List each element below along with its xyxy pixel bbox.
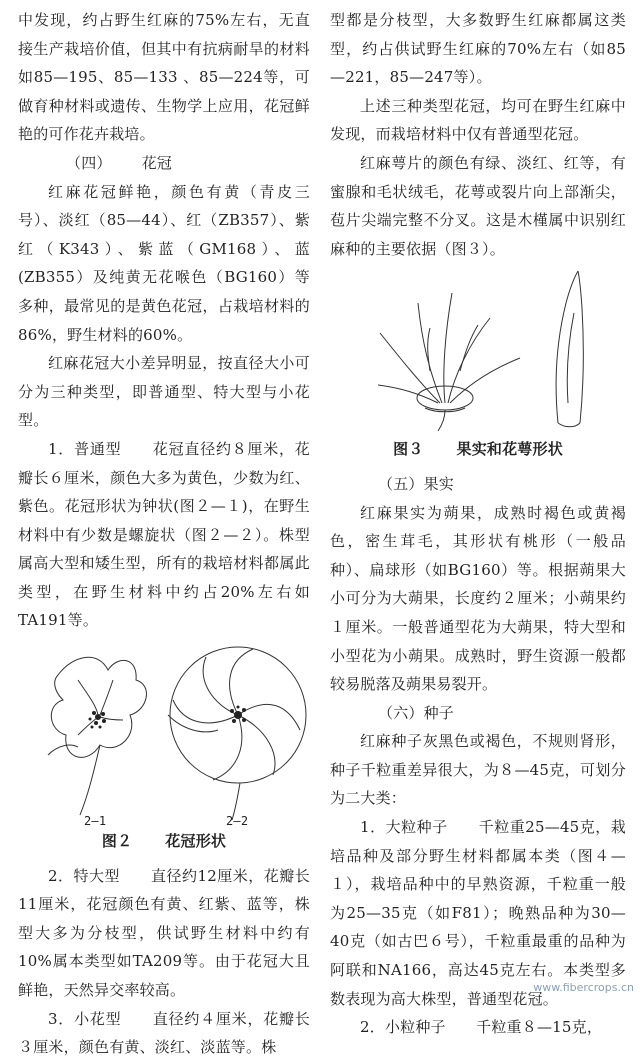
section-title: 果实 [423,474,455,493]
paragraph: 红麻果实为蒴果，成熟时褐色或黄褐色，密生茸毛，其形状有桃形（一般品种）、扁球形（如BG160）等。根据蒴果大小可分为大蒴果，长度约２厘米；小蒴果约１厘米。一般普通型花为大蒴果，特大型和小型花为小蒴果。成熟时，野生资源一般都较易脱落及蒴果易裂开。 [330,503,626,694]
paragraph: 红麻种子灰黑色或褐色，不规则肾形，种子千粒重差异很大，为８—45克，可划分为二大类： [330,732,626,808]
figure-2 [18,635,310,829]
caption-number: 图３ [393,440,424,459]
bell-corolla-sketch [48,657,146,815]
figure-2-2-label: 2—2 [226,814,249,829]
right-column [330,6,626,1042]
fruit-calyx-sketch [378,293,520,431]
section-number: （四） [66,153,112,172]
figure-2-drawing [18,635,310,825]
section-title: 花冠 [141,153,173,172]
section-number: （六） [378,703,424,722]
figure-3-drawing [330,263,626,433]
paragraph: 上述三种类型花冠，均可在野生红麻中发现，而栽培材料中仅有普通型花冠。 [330,96,626,144]
spiral-corolla-sketch [168,647,306,820]
paragraph: 型都是分枝型，大多数野生红麻都属这类型，约占供试野生红麻的70%左右（如85—221，85—247等）。 [330,11,626,87]
watermark: www.fibercrops.cn [533,981,634,994]
figure-2-caption [18,827,310,856]
paragraph: 3．小花型 直径约４厘米，花瓣长３厘米，颜色有黄、淡红、淡蓝等。株 [18,1009,310,1057]
caption-title: 果实和花萼形状 [456,440,563,459]
paragraph: 2．小粒种子 千粒重８—15克， [360,1018,603,1037]
section-number: （五） [378,474,424,493]
caption-title: 花冠形状 [165,832,227,851]
caption-number: 图２ [101,832,133,851]
calyx-lobe-sketch [556,271,583,427]
section-title: 种子 [423,703,455,722]
paragraph: 红麻萼片的颜色有绿、淡红、红等，有蜜腺和毛状绒毛，花萼或裂片向上部渐尖，苞片尖端完整不分叉。这是木槿属中识别红麻种的主要依据（图３）。 [330,153,626,258]
paragraph: 红麻花冠大小差异明显，按直径大小可分为三种类型，即普通型、特大型与小花型。 [18,354,310,430]
paragraph: 1．大粒种子 千粒重25—45克，栽培品种及部分野生材料都属本类（图４—１），栽培品种中的早熟资源，千粒重一般为25—35克（如F81）；晚熟品种为30—40克（如古巴６号），千粒重最重的品种为阿联和NA166，高达45克左右。本类型多数表现为高大株型，普通型花冠。 [330,818,626,1008]
figure-3 [330,263,626,433]
stamen-cluster [230,706,246,724]
section-heading-fruit [330,470,626,499]
figure-3-caption [330,435,626,464]
figure-2-1-label: 2—1 [84,814,107,829]
section-heading-seed [330,699,626,728]
paragraph: 中发现，约占野生红麻的75%左右，无直接生产栽培价值，但其中有抗病耐旱的材料如85—195、85—133 、85—224等，可做育种材料或遗传、生物学上应用，花冠鲜艳的可作花卉栽培。 [18,11,310,144]
paragraph: 1．普通型 花冠直径约８厘米，花瓣长６厘米，颜色大多为黄色，少数为红、紫色。花冠形状为钟状(图２—１)，在野生材料中有少数是螺旋状（图２—２）。株型属高大型和矮生型，所有的栽培材料都属此类型，在野生材料中约占20%左右如TA191等。 [18,439,310,630]
paragraph: 2．特大型 直径约12厘米，花瓣长11厘米，花冠颜色有黄、红紫、蓝等，株型大多为分枝型，供试野生材料中约有10%属本类型如TA209等。由于花冠大且鲜艳，天然异交率较高。 [18,866,310,1000]
left-column [18,6,310,1062]
paragraph: 红麻花冠鲜艳，颜色有黄（青皮三号）、淡红（85—44）、红（ZB357）、紫红（K343）、紫蓝（GM168）、蓝(ZB355）及纯黄无花喉色（BG160）等多种，最常见的是黄色花冠，占栽培材料的86%，野生材料的60%。 [18,182,310,344]
section-heading-corolla [18,149,310,178]
